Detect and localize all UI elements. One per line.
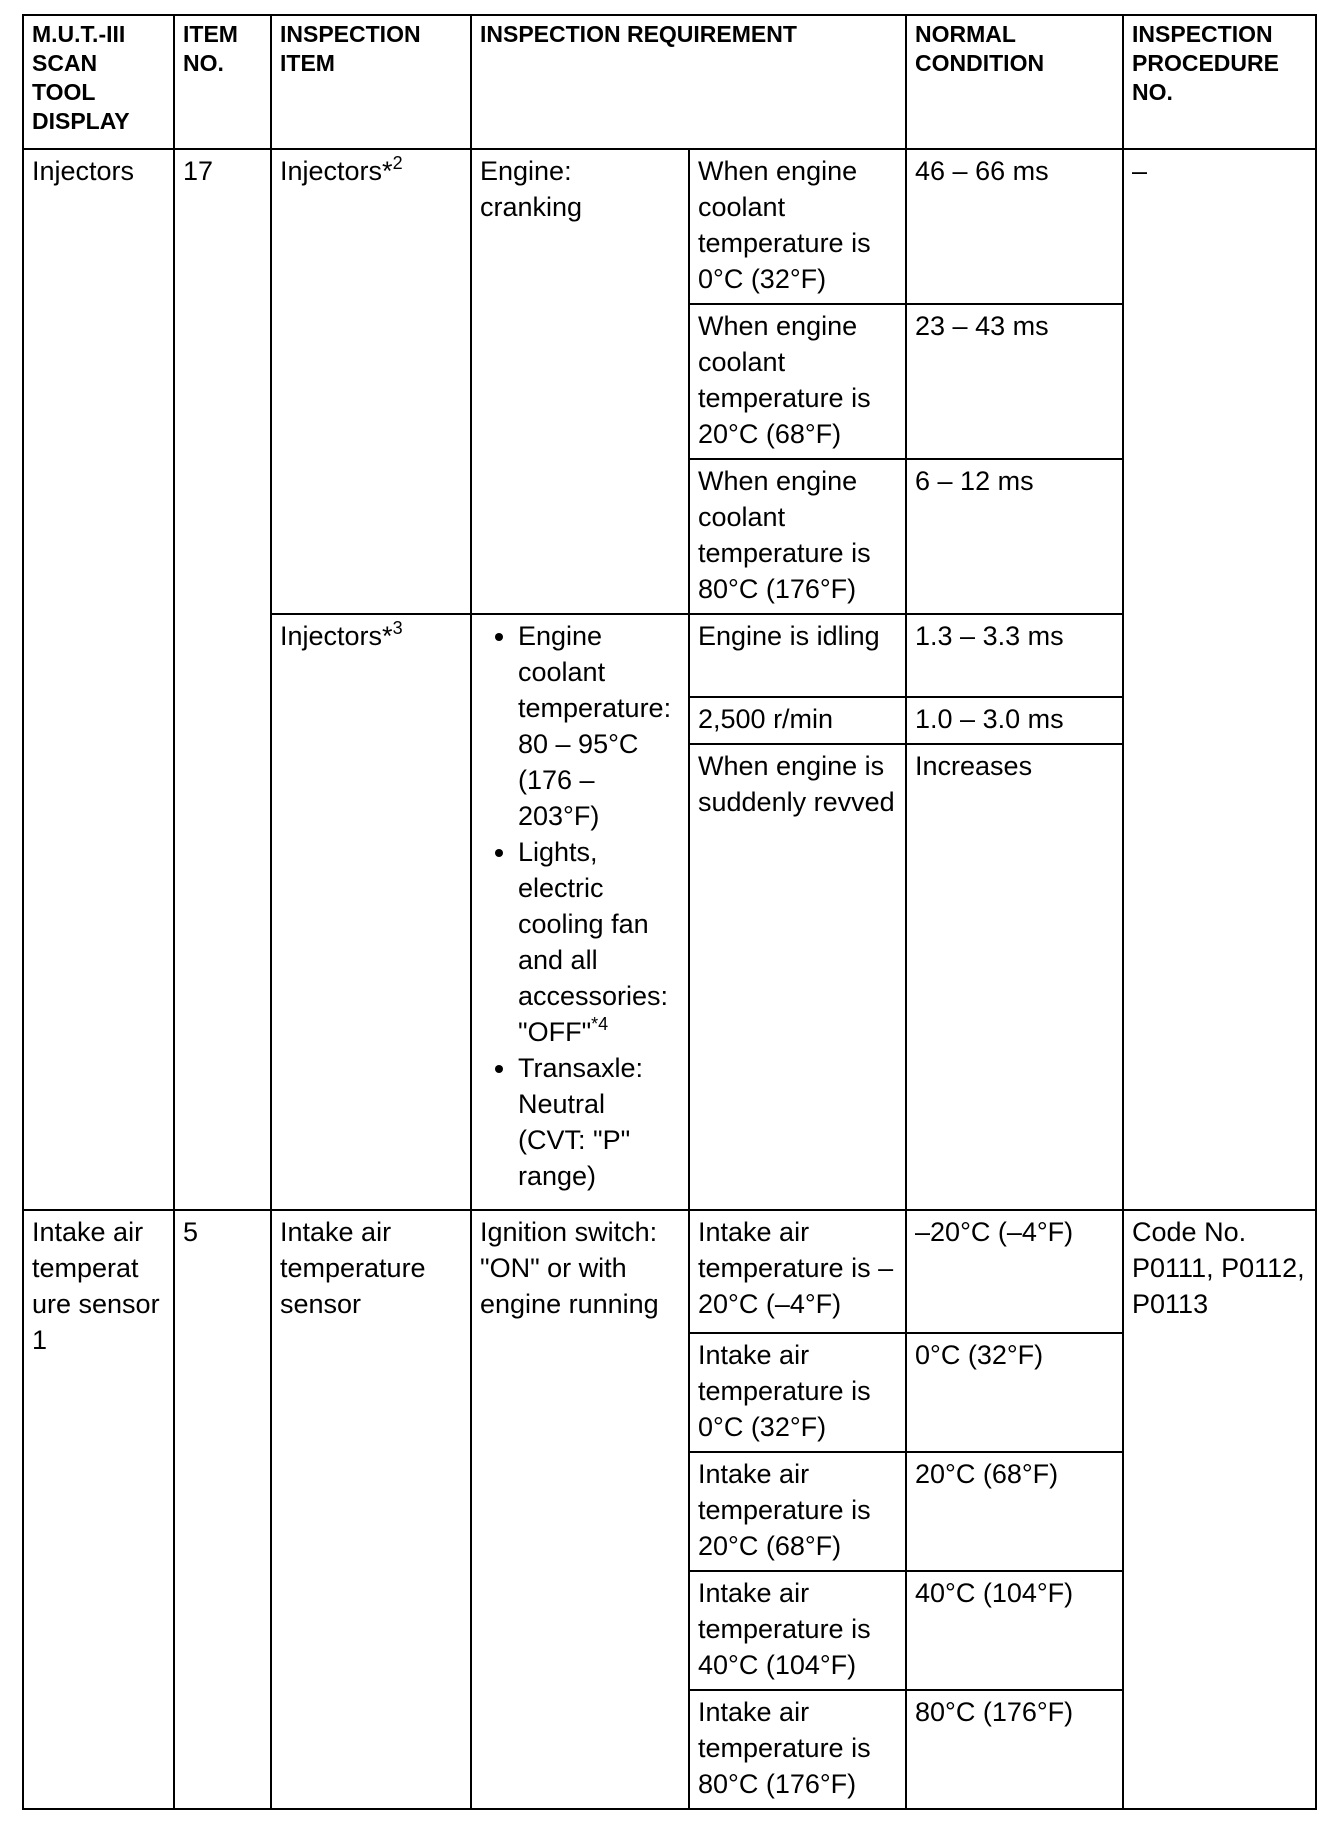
condition-cell: Intake air temperature is –20°C (–4°F)	[689, 1210, 906, 1333]
condition-cell: When engine is suddenly revved	[689, 744, 906, 1210]
list-item: • Lights, electric cooling fan and all accessories: "OFF"$^{*4}$	[518, 834, 680, 1050]
injectors-cranking-item-label: Injectors*	[280, 156, 393, 186]
normal-value-cell: 1.0 – 3.0 ms	[906, 697, 1123, 744]
inspection-table-page	[22, 14, 1317, 1810]
injectors-cranking-requirement-cell: Engine: cranking	[471, 149, 689, 614]
normal-value-cell: –20°C (–4°F)	[906, 1210, 1123, 1333]
header-item-no: ITEM NO.	[174, 15, 271, 149]
injectors-idle-item-label: Injectors*	[280, 621, 393, 651]
injectors-idle-requirement-cell	[471, 614, 689, 1210]
intake-item-no-cell: 5	[174, 1210, 271, 1809]
condition-cell: Intake air temperature is 0°C (32°F)	[689, 1333, 906, 1452]
normal-value-cell: 0°C (32°F)	[906, 1333, 1123, 1452]
normal-value-cell: 80°C (176°F)	[906, 1690, 1123, 1809]
normal-value-cell: 46 – 66 ms	[906, 149, 1123, 304]
footnote-marker: *4	[591, 1014, 609, 1034]
table-row	[23, 1210, 1316, 1333]
injectors-display-cell: Injectors	[23, 149, 174, 1210]
normal-value-cell: 1.3 – 3.3 ms	[906, 614, 1123, 697]
header-inspection-item: INSPECTION ITEM	[271, 15, 471, 149]
inspection-table	[22, 14, 1317, 1810]
normal-value-cell: 40°C (104°F)	[906, 1571, 1123, 1690]
intake-display-cell: Intake air temperat ure sensor 1	[23, 1210, 174, 1809]
normal-value-cell: Increases	[906, 744, 1123, 1210]
header-normal-condition: NORMAL CONDITION	[906, 15, 1123, 149]
injectors-item-no-cell: 17	[174, 149, 271, 1210]
condition-cell: Intake air temperature is 80°C (176°F)	[689, 1690, 906, 1809]
header-inspection-procedure-no: INSPECTION PROCEDURE NO.	[1123, 15, 1316, 149]
header-scan-tool-display: M.U.T.-III SCAN TOOL DISPLAY	[23, 15, 174, 149]
normal-value-cell: 6 – 12 ms	[906, 459, 1123, 614]
injectors-procedure-cell: –	[1123, 149, 1316, 1210]
condition-cell: 2,500 r/min	[689, 697, 906, 744]
requirement-list	[480, 618, 680, 1194]
injectors-idle-item-cell	[271, 614, 471, 1210]
normal-value-cell: 20°C (68°F)	[906, 1452, 1123, 1571]
intake-item-cell: Intake air temperature sensor	[271, 1210, 471, 1809]
header-row	[23, 15, 1316, 149]
condition-cell: Intake air temperature is 40°C (104°F)	[689, 1571, 906, 1690]
footnote-marker: 2	[392, 153, 403, 173]
intake-requirement-cell: Ignition switch: "ON" or with engine running	[471, 1210, 689, 1809]
condition-cell: When engine coolant temperature is 0°C (32°F)	[689, 149, 906, 304]
list-item: • Engine coolant temperature: 80 – 95°C (176 – 203°F)	[518, 618, 680, 834]
condition-cell: Engine is idling	[689, 614, 906, 697]
injectors-cranking-item-cell	[271, 149, 471, 614]
footnote-marker: 3	[392, 618, 403, 638]
condition-cell: When engine coolant temperature is 20°C (68°F)	[689, 304, 906, 459]
header-inspection-requirement: INSPECTION REQUIREMENT	[471, 15, 906, 149]
normal-value-cell: 23 – 43 ms	[906, 304, 1123, 459]
intake-procedure-cell: Code No. P0111, P0112, P0113	[1123, 1210, 1316, 1809]
condition-cell: When engine coolant temperature is 80°C (176°F)	[689, 459, 906, 614]
list-item: • Transaxle: Neutral (CVT: "P" range)	[518, 1050, 680, 1194]
condition-cell: Intake air temperature is 20°C (68°F)	[689, 1452, 906, 1571]
table-row	[23, 149, 1316, 304]
